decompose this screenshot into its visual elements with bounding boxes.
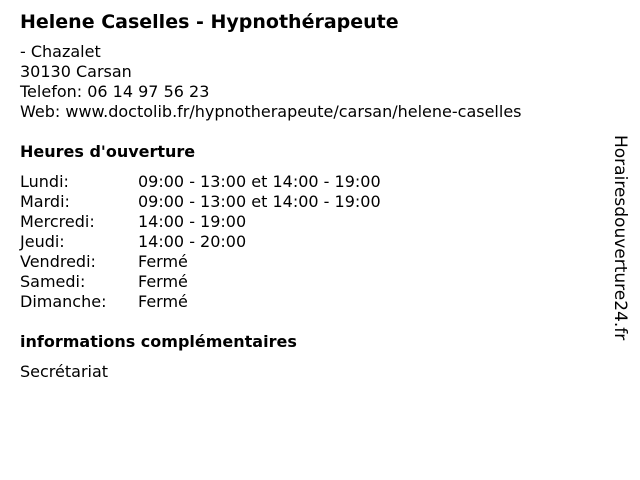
- hours-row-wednesday: [20, 212, 600, 232]
- day-label: Jeudi:: [20, 232, 65, 251]
- day-label: Lundi:: [20, 172, 69, 191]
- hours-row-thursday: [20, 232, 600, 252]
- day-label: Vendredi:: [20, 252, 96, 271]
- day-label: Samedi:: [20, 272, 86, 291]
- day-hours: 14:00 - 19:00: [138, 212, 247, 231]
- day-hours: 14:00 - 20:00: [138, 232, 247, 251]
- website-line: Web: www.doctolib.fr/hypnotherapeute/carsan/helene-caselles: [20, 102, 522, 121]
- day-label: Mardi:: [20, 192, 70, 211]
- info-heading: informations complémentaires: [20, 332, 297, 351]
- hours-heading: Heures d'ouverture: [20, 142, 196, 161]
- hours-row-sunday: [20, 292, 600, 312]
- hours-row-friday: [20, 252, 600, 272]
- city-postal: 30130 Carsan: [20, 62, 132, 81]
- hours-row-saturday: [20, 272, 600, 292]
- day-hours: 09:00 - 13:00 et 14:00 - 19:00: [138, 192, 381, 211]
- info-text: Secrétariat: [20, 362, 109, 381]
- business-title: Helene Caselles - Hypnothérapeute: [20, 11, 399, 33]
- hours-row-monday: [20, 172, 600, 192]
- phone-line: Telefon: 06 14 97 56 23: [20, 82, 210, 101]
- opening-hours-list: [20, 172, 600, 312]
- day-label: Dimanche:: [20, 292, 107, 311]
- street-address: - Chazalet: [20, 42, 101, 61]
- business-card: [20, 10, 600, 382]
- day-hours: Fermé: [138, 272, 188, 291]
- day-label: Mercredi:: [20, 212, 95, 231]
- day-hours: Fermé: [138, 252, 188, 271]
- hours-row-tuesday: [20, 192, 600, 212]
- day-hours: 09:00 - 13:00 et 14:00 - 19:00: [138, 172, 381, 191]
- site-watermark: Horairesdouverture24.fr: [610, 135, 630, 341]
- day-hours: Fermé: [138, 292, 188, 311]
